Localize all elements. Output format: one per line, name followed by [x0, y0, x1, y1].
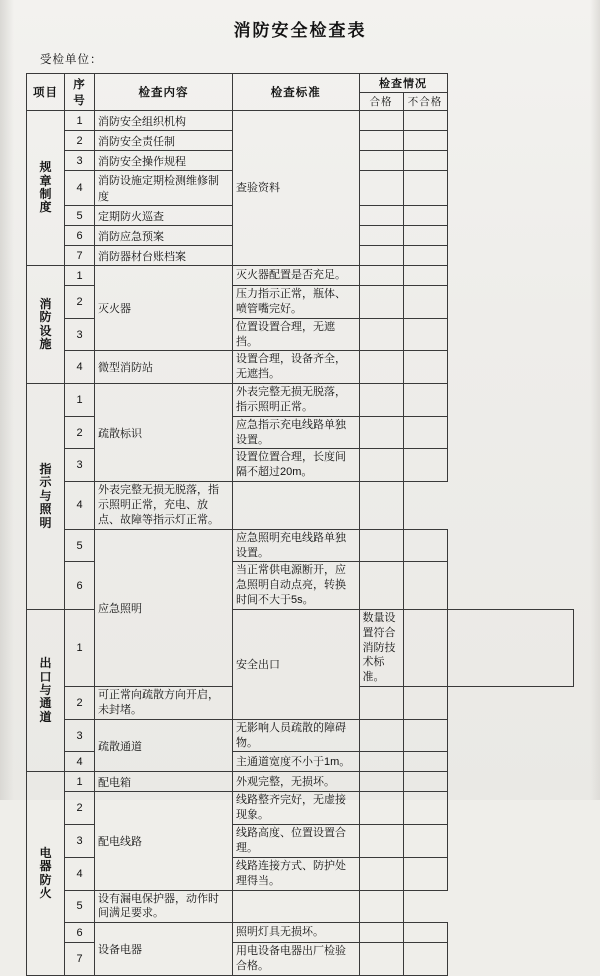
cell-check-content: 消防器材台账档案 [95, 246, 233, 266]
cell-check-content: 设备电器 [95, 923, 233, 976]
cell-row-number: 1 [65, 772, 95, 792]
cell-row-number: 2 [65, 687, 95, 720]
row-group-label-char: 通 [39, 696, 52, 711]
cell-check-content: 疏散通道 [95, 719, 233, 772]
cell-check-content: 应急照明 [95, 529, 233, 686]
row-group-label-char: 与 [39, 488, 52, 503]
inspected-unit-label: 受检单位： [40, 54, 103, 66]
cell-result-fail[interactable] [403, 206, 447, 226]
table-row [27, 529, 574, 562]
cell-row-number: 6 [65, 562, 95, 610]
cell-check-standard: 灭火器配置是否充足。 [233, 266, 360, 286]
cell-check-standard: 外表完整无损无脱落，指示照明正常。 [233, 384, 360, 417]
cell-check-standard: 设置位置合理，长度间隔不超过20m。 [233, 449, 360, 482]
cell-row-number: 4 [65, 482, 95, 530]
cell-result-fail[interactable] [359, 890, 403, 923]
cell-result-pass[interactable] [403, 609, 447, 686]
cell-check-standard: 查验资料 [233, 111, 360, 266]
row-group-label-char: 章 [39, 173, 52, 188]
cell-row-number: 5 [65, 529, 95, 562]
cell-row-number: 1 [65, 609, 95, 686]
cell-result-pass[interactable] [359, 772, 403, 792]
cell-check-content: 消防安全组织机构 [95, 111, 233, 131]
cell-row-number: 6 [65, 226, 95, 246]
row-group-label [27, 384, 65, 610]
cell-row-number: 4 [65, 351, 95, 384]
cell-result-fail[interactable] [403, 266, 447, 286]
cell-check-content: 配电箱 [95, 772, 233, 792]
cell-check-standard: 线路高度、位置设置合理。 [233, 825, 360, 858]
cell-row-number: 4 [65, 752, 95, 772]
cell-check-standard: 用电设备电器出厂检验合格。 [233, 943, 360, 976]
table-row [27, 772, 574, 792]
row-group-label-char: 电 [39, 845, 52, 860]
row-group-label-char: 明 [39, 515, 52, 530]
cell-row-number: 7 [65, 246, 95, 266]
row-group-label-char: 出 [39, 656, 52, 671]
row-group-label-char: 度 [39, 200, 52, 215]
cell-check-content: 定期防火巡查 [95, 206, 233, 226]
cell-result-fail[interactable] [403, 171, 447, 206]
table-row [27, 111, 574, 131]
row-group-label-char: 防 [39, 872, 52, 887]
cell-result-pass[interactable] [359, 171, 403, 206]
row-group-label-char: 指 [39, 461, 52, 476]
table-row [27, 482, 574, 530]
row-group-label-char: 口 [39, 669, 52, 684]
cell-check-content: 消防安全责任制 [95, 131, 233, 151]
table-row [27, 719, 574, 752]
cell-result-fail[interactable] [403, 923, 447, 943]
cell-result-pass[interactable] [359, 111, 403, 131]
row-group-label-char: 消 [39, 296, 52, 311]
cell-row-number: 2 [65, 416, 95, 449]
row-group-label-char: 道 [39, 709, 52, 724]
page-title: 消防安全检查表 [233, 21, 367, 40]
cell-result-pass[interactable] [359, 151, 403, 171]
row-group-label-char: 制 [39, 187, 52, 201]
cell-result-pass[interactable] [359, 226, 403, 246]
cell-check-content: 消防设施定期检测维修制度 [95, 171, 233, 206]
cell-check-standard: 可正常向疏散方向开启，未封堵。 [95, 687, 233, 720]
cell-row-number: 1 [65, 266, 95, 286]
table-row [27, 351, 574, 384]
cell-result-fail[interactable] [403, 351, 447, 384]
row-group-label-char: 示 [39, 475, 52, 490]
cell-result-pass[interactable] [359, 825, 403, 858]
table-header [27, 74, 574, 111]
cell-result-fail[interactable] [403, 246, 447, 266]
cell-result-fail[interactable] [403, 416, 447, 449]
cell-result-fail[interactable] [403, 562, 447, 610]
cell-row-number: 6 [65, 923, 95, 943]
cell-row-number: 2 [65, 131, 95, 151]
cell-result-fail[interactable] [403, 226, 447, 246]
cell-check-standard: 压力指示正常，瓶体、喷管嘴完好。 [233, 286, 360, 319]
cell-check-standard: 当正常供电源断开，应急照明自动点亮，转换时间不大于5s。 [233, 562, 360, 610]
cell-row-number: 3 [65, 449, 95, 482]
cell-result-pass[interactable] [359, 416, 403, 449]
cell-result-fail[interactable] [403, 772, 447, 792]
fire-safety-inspection-table [26, 73, 574, 976]
cell-check-standard: 位置设置合理，无遮挡。 [233, 318, 360, 351]
row-group-label-char: 施 [39, 336, 52, 351]
row-group-label [27, 111, 65, 266]
cell-row-number: 7 [65, 943, 95, 976]
cell-check-standard: 设有漏电保护器，动作时间满足要求。 [95, 890, 233, 923]
cell-result-fail[interactable] [403, 529, 447, 562]
cell-check-content: 疏散标识 [95, 384, 233, 482]
cell-check-standard: 应急照明充电线路单独设置。 [233, 529, 360, 562]
cell-check-standard: 设置合理，设备齐全，无遮挡。 [233, 351, 360, 384]
cell-result-pass[interactable] [359, 719, 403, 752]
cell-result-pass[interactable] [233, 890, 360, 923]
cell-check-content: 微型消防站 [95, 351, 233, 384]
cell-result-fail[interactable] [403, 449, 447, 482]
cell-result-pass[interactable] [359, 792, 403, 825]
cell-result-fail[interactable] [403, 792, 447, 825]
cell-row-number: 4 [65, 857, 95, 890]
row-group-label-char: 照 [39, 502, 52, 517]
cell-row-number: 1 [65, 111, 95, 131]
cell-check-standard: 外表完整无损无脱落，指示照明正常，充电、放点、故障等指示灯正常。 [95, 482, 233, 530]
column-header-standard: 检查标准 [233, 74, 360, 111]
row-group-label [27, 772, 65, 975]
column-header-item: 项目 [27, 74, 65, 111]
cell-result-pass[interactable] [359, 529, 403, 562]
row-group-label-char: 与 [39, 682, 52, 697]
cell-result-pass[interactable] [359, 384, 403, 417]
cell-check-standard: 线路整齐完好，无虚接现象。 [233, 792, 360, 825]
column-header-result-fail: 不合格 [403, 93, 447, 111]
column-header-content: 检查内容 [95, 74, 233, 111]
cell-result-fail[interactable] [403, 131, 447, 151]
cell-result-pass[interactable] [359, 449, 403, 482]
cell-check-standard: 无影响人员疏散的障碍物。 [233, 719, 360, 752]
cell-result-pass[interactable] [359, 943, 403, 976]
table-row [27, 384, 574, 417]
cell-row-number: 5 [65, 206, 95, 226]
cell-result-pass[interactable] [359, 246, 403, 266]
cell-result-fail[interactable] [403, 286, 447, 319]
cell-result-pass[interactable] [359, 923, 403, 943]
column-header-result: 检查情况 [359, 74, 447, 93]
row-group-label-char: 规 [39, 160, 52, 175]
cell-row-number: 3 [65, 318, 95, 351]
cell-result-pass[interactable] [359, 857, 403, 890]
cell-row-number: 3 [65, 151, 95, 171]
row-group-label [27, 609, 65, 772]
cell-result-fail[interactable] [403, 825, 447, 858]
cell-result-pass[interactable] [359, 266, 403, 286]
cell-result-pass[interactable] [359, 562, 403, 610]
cell-row-number: 3 [65, 825, 95, 858]
table-row [27, 792, 574, 825]
cell-result-pass[interactable] [359, 286, 403, 319]
cell-result-pass[interactable] [359, 318, 403, 351]
row-group-label-char: 防 [39, 310, 52, 325]
cell-row-number: 2 [65, 286, 95, 319]
cell-result-pass[interactable] [359, 687, 403, 720]
cell-result-fail[interactable] [403, 111, 447, 131]
cell-result-fail[interactable] [403, 943, 447, 976]
cell-result-pass[interactable] [359, 351, 403, 384]
row-group-label-char: 器 [39, 859, 52, 874]
cell-result-fail[interactable] [403, 752, 447, 772]
cell-check-content: 灭火器 [95, 266, 233, 351]
cell-result-fail[interactable] [403, 318, 447, 351]
row-group-label-char: 设 [39, 323, 52, 338]
cell-result-fail[interactable] [359, 482, 403, 530]
column-header-no: 序号 [65, 74, 95, 111]
cell-result-pass[interactable] [233, 482, 360, 530]
cell-row-number: 2 [65, 792, 95, 825]
cell-check-content: 消防安全操作规程 [95, 151, 233, 171]
cell-result-fail[interactable] [403, 719, 447, 752]
cell-result-fail[interactable] [403, 857, 447, 890]
cell-result-fail[interactable] [403, 687, 447, 720]
cell-check-content: 消防应急预案 [95, 226, 233, 246]
row-group-label-char: 火 [39, 886, 52, 901]
cell-result-fail[interactable] [403, 384, 447, 417]
cell-check-content: 配电线路 [95, 792, 233, 890]
cell-row-number: 4 [65, 171, 95, 206]
column-header-result-pass: 合格 [359, 93, 403, 111]
cell-check-content: 安全出口 [233, 609, 360, 719]
cell-result-pass[interactable] [359, 752, 403, 772]
table-row [27, 890, 574, 923]
cell-check-standard: 主通道宽度不小于1m。 [233, 752, 360, 772]
cell-result-fail[interactable] [403, 151, 447, 171]
cell-check-standard: 外观完整，无损坏。 [233, 772, 360, 792]
cell-check-standard: 数量设置符合消防技术标准。 [359, 609, 403, 686]
table-body [27, 111, 574, 976]
table-row [27, 266, 574, 286]
table-row [27, 923, 574, 943]
cell-row-number: 3 [65, 719, 95, 752]
cell-row-number: 5 [65, 890, 95, 923]
cell-check-standard: 应急指示充电线路单独设置。 [233, 416, 360, 449]
cell-check-standard: 线路连接方式、防护处理得当。 [233, 857, 360, 890]
cell-result-fail[interactable] [447, 609, 574, 686]
cell-row-number: 1 [65, 384, 95, 417]
cell-result-pass[interactable] [359, 206, 403, 226]
cell-result-pass[interactable] [359, 131, 403, 151]
row-group-label [27, 266, 65, 384]
cell-check-standard: 照明灯具无损坏。 [233, 923, 360, 943]
